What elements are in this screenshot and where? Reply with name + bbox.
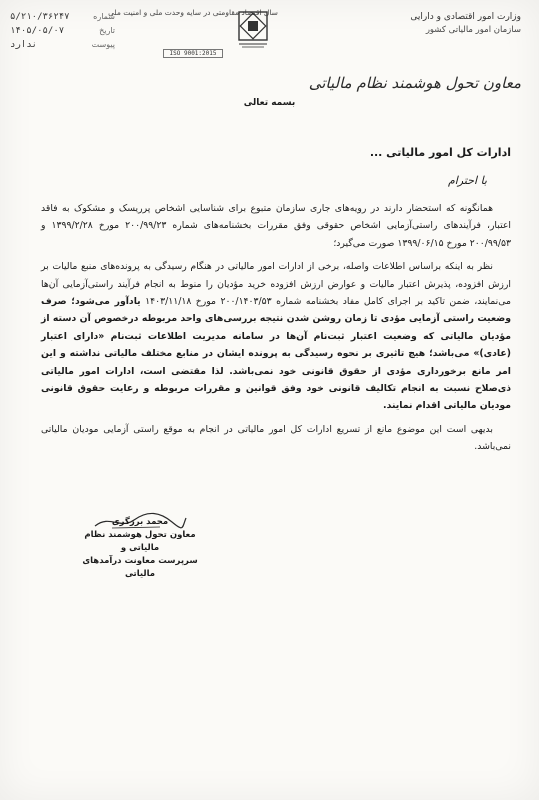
paragraph-1: همانگونه که استحضار دارند در رویه‌های جاری سازمان متبوع برای شناسایی اشخاص پرریسک و مشکوک به فاقد اعتبار، فرآیندهای راستی‌آزمایی اشخاص حقوقی وفق مقررات بخشنامه‌های شماره ۲۰۰/۹۹/۲۳ مورخ ۱۳۹۹/۲/۲۸ و ۲۰۰/۹۹/۵۳ مورخ ۱۳۹۹/۰۶/۱۵ صورت می‌گیرد؛ (41, 203, 512, 249)
year-slogan: سال اقتصاد مقاومتی در سایه وحدت ملی و امنیت ملی (108, 8, 278, 17)
greeting: با احترام (447, 174, 487, 187)
basmala: بسمه تعالی (243, 98, 296, 108)
letter-body (41, 200, 511, 460)
attachment-value: ندارد (10, 40, 38, 50)
iso-badge: ISO 9001:2015 (163, 49, 224, 58)
reference-date-row (10, 24, 115, 38)
number-label: شماره (93, 12, 115, 21)
attachment-row (10, 38, 115, 52)
reference-number: ۵/۲۱۰/۳۶۲۴۷ (10, 12, 70, 22)
salutation: ادارات کل امور مالیاتی ... (369, 146, 511, 159)
header-organization (291, 12, 521, 35)
letter-reference-block (10, 10, 115, 52)
signer-role-2: سرپرست معاونت درآمدهای مالیاتی (82, 556, 198, 579)
paragraph-3: بدیهی است این موضوع مانع از تسریع ادارات کل امور مالیاتی در انجام به موقع راستی آزمایی مودیان مالیاتی نمی‌باشد. (41, 423, 511, 453)
attachment-label: پیوست (91, 40, 115, 49)
reference-number-row (10, 10, 115, 24)
signer-role-1: معاون تحول هوشمند نظام مالیاتی و (84, 530, 196, 553)
paragraph-2-emphasis: یادآور می‌شود؛ صرف وضعیت راستی آزمایی مؤدی تا زمان روشن شدن نتیجه بررسی‌های واحد مربوطه درخصوص آن دسته از مؤدیان مالیاتی که وضعیت اعتبار ثبت‌نام آن‌ها در سامانه مدیریت اطلاعات ثبت‌نام «دارای اعتبار (عادی)» می‌باشد؛ هیچ تاثیری بر نحوه رسیدگی به پرونده ایشان در منابع مختلف مالیاتی نداشته و این امر مانع برخورداری مؤدی از حقوق قانونی خود نمی‌باشد. لذا مقتضی است، ادارات امور مالیاتی ذی‌صلاح نسبت به انجام تکالیف قانونی خود وفق قوانین و مقررات مربوطه و رعایت حقوق قانونی مودیان مالیاتی اقدام نمایند. (41, 296, 511, 412)
organization-name: سازمان امور مالیاتی کشور (425, 25, 521, 35)
tax-organization-emblem-icon (236, 10, 270, 50)
paragraph-2 (41, 258, 511, 415)
reference-date: ۱۴۰۵/۰۵/۰۷ (10, 26, 65, 36)
signer-name: محمد برزگری (111, 517, 169, 527)
ministry-name: وزارت امور اقتصادی و دارایی (410, 12, 521, 22)
date-label: تاریخ (99, 26, 115, 35)
signature-block (70, 516, 210, 581)
deputy-title: معاون تحول هوشمند نظام مالیاتی (308, 74, 521, 92)
paragraph-2-intro: نظر به اینکه براساس اطلاعات واصله، برخی از ادارات امور مالیاتی در هنگام رسیدگی به پرونده‌های منبع مالیات بر ارزش افزوده، پذیرش اعتبار مالیات و عوارض ارزش افزوده خرید مؤدیان را منوط به انجام فرآیند راستی‌آزمایی آن‌ها می‌نمایند، ضمن تاکید بر اجرای کامل مفاد بخشنامه شماره ۲۰۰/۱۴۰۳/۵۳ مورخ ۱۴۰۳/۱۱/۱۸ (41, 261, 511, 308)
